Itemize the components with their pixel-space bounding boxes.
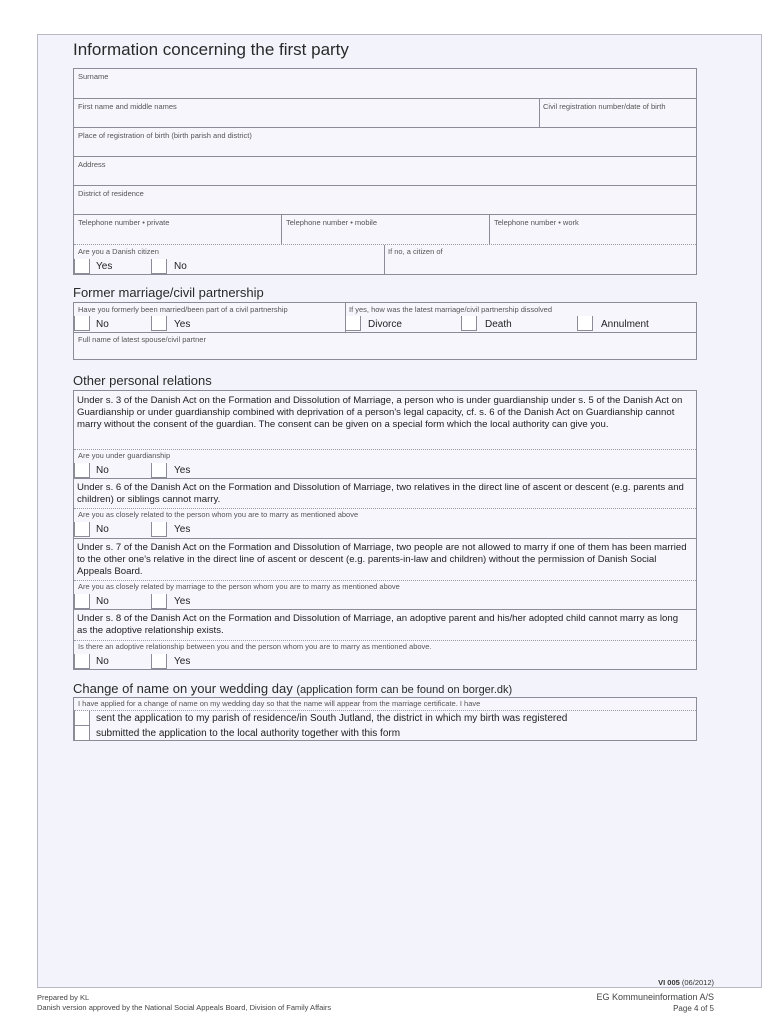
telephone-row [74,214,696,244]
form-code-date: (06/2012) [681,978,714,987]
address-label: Address [78,160,106,169]
district-field[interactable] [74,185,696,214]
name-change-intro: I have applied for a change of name on my wedding day so that the name will appear from the marriage certificate. I have [78,699,481,708]
other-relations-heading: Other personal relations [73,373,212,388]
tel-mobile-label: Telephone number • mobile [286,218,378,227]
former-previous-label: Have you formerly been married/been part of a civil partnership [78,305,288,314]
relatives-yes-label: Yes [174,524,191,535]
in-laws-yes-checkbox[interactable] [151,594,167,609]
approved-by: Danish version approved by the National Social Appeals Board, Division of Family Affairs [37,1003,332,1012]
prepared-by: Prepared by KL [37,993,90,1002]
citizen-yes-checkbox[interactable] [74,259,90,274]
first-names-row [74,98,696,127]
guardianship-info [74,391,696,449]
former-dissolved-label: If yes, how was the latest marriage/civil partnership dissolved [349,305,553,314]
death-label: Death [485,319,512,330]
submitted-authority-label: submitted the application to the local authority together with this form [96,728,401,739]
surname-label: Surname [78,72,109,81]
page-title: Information concerning the first party [73,40,349,59]
relatives-info [74,478,696,508]
former-no-checkbox[interactable] [74,316,90,331]
in-laws-question-label: Are you as closely related by marriage to the person whom you are to marry as mentioned above [78,582,400,591]
relatives-text: Under s. 6 of the Danish Act on the Formation and Dissolution of Marriage, two relatives in the direct line of ascent or descent (e.g. parents and children) or siblings cannot marry. [77,482,684,505]
divorce-checkbox[interactable] [345,316,361,331]
citizen-no-checkbox[interactable] [151,259,167,274]
guardianship-no-label: No [96,465,109,476]
guardianship-no-checkbox[interactable] [74,463,90,478]
address-field[interactable] [74,156,696,185]
other-relations-section [73,390,697,670]
tel-work-label: Telephone number • work [494,218,579,227]
relatives-yes-checkbox[interactable] [151,522,167,537]
in-laws-no-label: No [96,596,109,607]
civil-reg-label: Civil registration number/date of birth [543,102,666,111]
adoptive-info [74,609,696,640]
relatives-question-label: Are you as closely related to the person whom you are to marry as mentioned above [78,510,359,519]
form-code-number: VI 005 [658,978,680,987]
tel-private-label: Telephone number • private [78,218,170,227]
in-laws-no-checkbox[interactable] [74,594,90,609]
in-laws-yes-label: Yes [174,596,191,607]
adoptive-question [74,640,696,670]
relatives-no-label: No [96,524,109,535]
former-marriage-heading: Former marriage/civil partnership [73,285,264,300]
surname-field[interactable] [74,69,696,98]
former-no-label: No [96,319,109,330]
guardianship-question-label: Are you under guardianship [78,451,171,460]
first-party-section [73,68,697,275]
name-change-row [74,698,696,741]
sent-parish-label: sent the application to my parish of residence/in South Jutland, the district in which my birth was registered [96,713,568,724]
divorce-label: Divorce [368,319,402,330]
guardianship-question [74,449,696,478]
page-number: Page 4 of 5 [673,1004,714,1013]
guardianship-text: Under s. 3 of the Danish Act on the Formation and Dissolution of Marriage, a person who is under guardianship under s. 5 of the Danish Act on Guardianship or under guardianship combined with deprivation of a person's legal capacity, cf. s. 6 of the Danish Act on Guardianship cannot marry without the consent of the guardian. The consent can be given on a special form which the local authority can give you. [77,395,683,430]
name-change-heading [73,681,512,696]
in-laws-info [74,538,696,580]
adoptive-yes-label: Yes [174,656,191,667]
in-laws-question [74,580,696,609]
name-change-section [73,697,697,741]
adoptive-question-label: Is there an adoptive relationship between you and the person whom you are to marry as mentioned above. [78,642,432,651]
guardianship-yes-checkbox[interactable] [151,463,167,478]
relatives-no-checkbox[interactable] [74,522,90,537]
former-question-row [74,303,696,332]
annulment-checkbox[interactable] [577,316,593,331]
annulment-label: Annulment [601,319,649,330]
citizen-of-label: If no, a citizen of [388,247,443,256]
submitted-authority-checkbox[interactable] [74,726,90,741]
form-code [658,978,714,987]
adoptive-no-checkbox[interactable] [74,654,90,669]
citizen-no-label: No [174,261,187,272]
adoptive-text: Under s. 8 of the Danish Act on the Formation and Dissolution of Marriage, an adoptive parent and his/her adopted child cannot marry as long as the adoptive relationship exists. [77,613,679,636]
company-name: EG Kommuneinformation A/S [596,992,714,1002]
place-birth-field[interactable] [74,127,696,156]
in-laws-text: Under s. 7 of the Danish Act on the Formation and Dissolution of Marriage, two people are not allowed to marry if one of them has been married to the other one's relative in the direct line of ascent or descent (e.g. parents-in-law and children) without the permission of Danish Social Appeals Board. [77,542,687,577]
name-change-heading-text: Change of name on your wedding day [73,681,293,696]
former-marriage-section [73,302,697,360]
spouse-name-label: Full name of latest spouse/civil partner [78,335,206,344]
spouse-name-field[interactable] [74,332,696,360]
death-checkbox[interactable] [461,316,477,331]
sent-parish-checkbox[interactable] [74,711,90,726]
former-yes-label: Yes [174,319,191,330]
citizen-yes-label: Yes [96,261,113,272]
citizen-row [74,244,696,275]
guardianship-yes-label: Yes [174,465,191,476]
place-birth-label: Place of registration of birth (birth parish and district) [78,131,252,140]
adoptive-yes-checkbox[interactable] [151,654,167,669]
name-change-heading-note: (application form can be found on borger.dk) [296,684,513,696]
adoptive-no-label: No [96,656,109,667]
relatives-question [74,508,696,538]
district-label: District of residence [78,189,144,198]
danish-citizen-label: Are you a Danish citizen [78,247,159,256]
former-yes-checkbox[interactable] [151,316,167,331]
first-names-label: First name and middle names [78,102,177,111]
